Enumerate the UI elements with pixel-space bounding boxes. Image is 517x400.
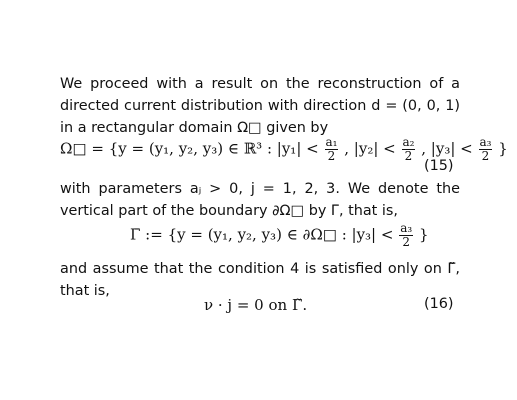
fraction-a3-over-2 xyxy=(479,136,493,163)
equation-gamma-close-brace: } xyxy=(418,225,429,244)
equation-number-16: (16) xyxy=(424,296,454,312)
fraction-numerator: a₃ xyxy=(400,221,413,235)
paragraph-parameters: with parameters aⱼ > 0, j = 1, 2, 3. We denote the vertical part of the boundary ∂Ω□ by Γ̄, that is, xyxy=(60,181,460,219)
equation-number-15: (15) xyxy=(424,158,454,174)
equation-gamma-lhs: Γ̄ := {y = (y₁, y₂, y₃) ∈ ∂Ω□ : |y₃| < xyxy=(130,225,394,244)
fraction-a2-over-2 xyxy=(402,136,416,163)
equation-15-middle-1: , |y₂| < xyxy=(344,139,396,158)
fraction-a1-over-2 xyxy=(325,136,339,163)
fraction-a3-over-2 xyxy=(399,222,413,249)
equation-15-middle-2: , |y₃| < xyxy=(421,139,473,158)
fraction-numerator: a₃ xyxy=(479,135,492,149)
equation-16: ν · j = 0 on Γ̃. xyxy=(204,296,308,314)
fraction-denominator: 2 xyxy=(481,149,490,163)
equation-15-close-brace: } xyxy=(498,139,508,158)
paragraph-condition: and assume that the condition 4 is satisfied only on Γ̃, that is, xyxy=(60,261,460,299)
equation-15-lhs: Ω□ = {y = (y₁, y₂, y₃) ∈ ℝ³ : |y₁| < xyxy=(60,139,319,158)
fraction-numerator: a₂ xyxy=(402,135,415,149)
fraction-denominator: 2 xyxy=(327,149,336,163)
fraction-denominator: 2 xyxy=(404,149,413,163)
equation-gamma-bar xyxy=(130,222,429,249)
paragraph-intro: We proceed with a result on the reconstruction of a directed current distribution with direction d = (0, 0, 1) in a rectangular domain Ω□ given by xyxy=(60,76,460,136)
fraction-denominator: 2 xyxy=(402,235,411,249)
fraction-numerator: a₁ xyxy=(325,135,338,149)
